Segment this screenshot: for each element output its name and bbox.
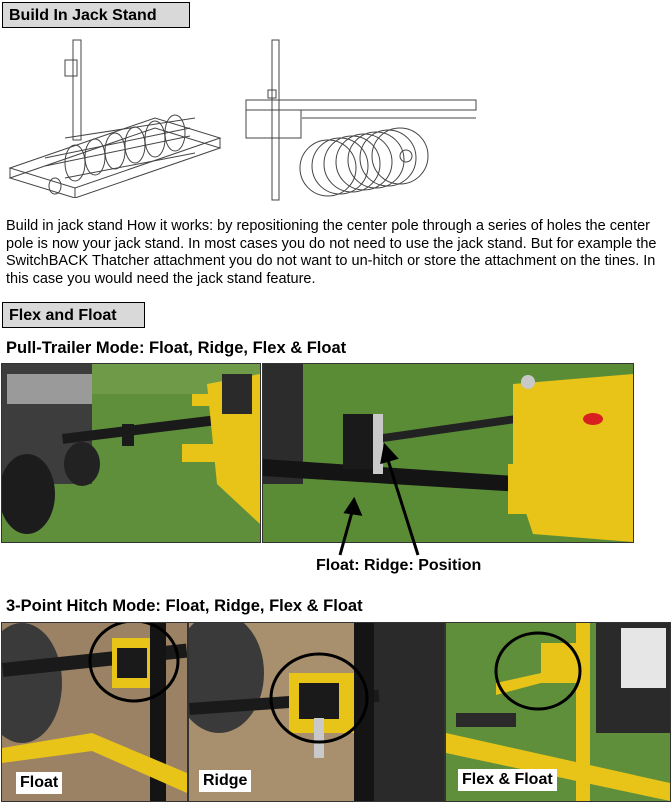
- photo-3pt-ridge: [188, 622, 445, 802]
- section-title: Build In Jack Stand: [9, 7, 157, 24]
- label-float: Float: [16, 772, 62, 794]
- photo-3pt-float: [1, 622, 188, 802]
- section-header-jack-stand: [2, 2, 190, 28]
- photo-atv-pull-trailer: [1, 363, 261, 543]
- three-point-heading: 3-Point Hitch Mode: Float, Ridge, Flex & Float: [6, 597, 363, 615]
- pull-trailer-heading: Pull-Trailer Mode: Float, Ridge, Flex & Float: [6, 339, 347, 357]
- photo-hitch-closeup: [262, 363, 634, 543]
- label-flex-float: Flex & Float: [458, 769, 557, 791]
- label-ridge: Ridge: [199, 770, 251, 792]
- section-title: Flex and Float: [9, 307, 117, 324]
- position-caption: Float: Ridge: Position: [316, 557, 482, 574]
- jack-stand-description: Build in jack stand How it works: by repositioning the center pole through a series of holes the center pole is now your jack stand. In most cases you do not need to use the jack stand. But for example the SwitchBACK Thatcher attachment you do not want to un-hitch or store the attachment on the tines. In this case you would need the jack stand feature.: [6, 218, 657, 287]
- line-drawing-thatcher: [238, 38, 478, 208]
- line-drawing-aerator: [5, 38, 227, 198]
- photo-3pt-flex-float: [445, 622, 671, 802]
- section-header-flex-float: [2, 302, 145, 328]
- pointer-arrows: [330, 440, 440, 560]
